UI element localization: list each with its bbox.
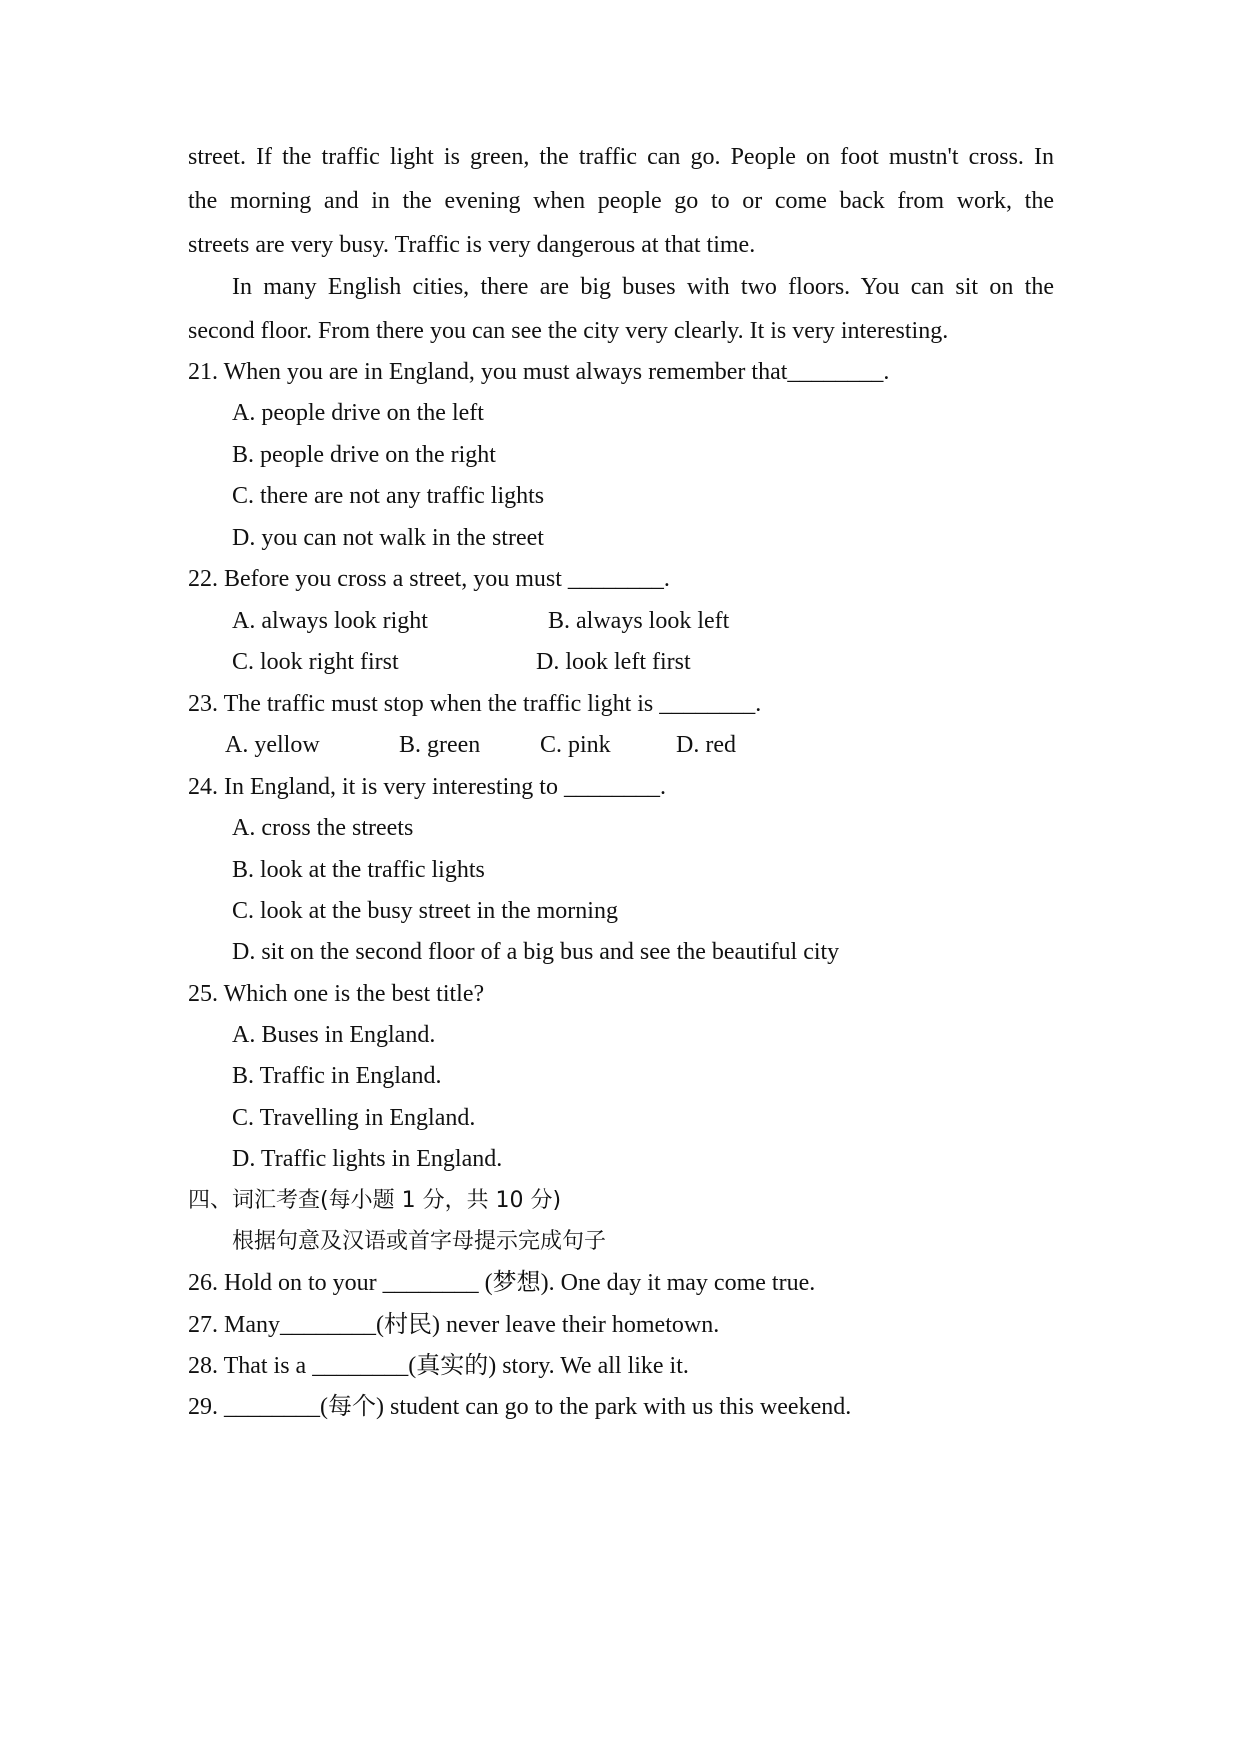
question-option: A. people drive on the left xyxy=(232,400,484,426)
question-option: A. cross the streets xyxy=(232,815,414,841)
fill-in-item: 26. Hold on to your ________ (梦想). One day it may come true. xyxy=(188,1270,816,1296)
passage-line: street. If the traffic light is green, the traffic can go. People on foot mustn't cross. In xyxy=(188,144,1054,170)
question-option: D. sit on the second floor of a big bus and see the beautiful city xyxy=(232,939,840,965)
question-option: A. yellow xyxy=(225,732,320,758)
question-option: B. Traffic in England. xyxy=(232,1063,442,1089)
question-stem: 24. In England, it is very interesting to ________. xyxy=(188,774,666,800)
question-option: C. look right first xyxy=(232,649,399,675)
question-option: A. always look right xyxy=(232,608,428,634)
question-option: A. Buses in England. xyxy=(232,1022,436,1048)
passage-line: second floor. From there you can see the city very clearly. It is very interesting. xyxy=(188,318,949,344)
question-stem: 25. Which one is the best title? xyxy=(188,981,485,1007)
question-option: D. red xyxy=(676,732,736,758)
passage-line: the morning and in the evening when people go to or come back from work, the xyxy=(188,188,1054,214)
passage-line: streets are very busy. Traffic is very dangerous at that time. xyxy=(188,232,756,258)
section-heading: 四、词汇考查(每小题 1 分，共 10 分) xyxy=(188,1188,562,1213)
question-option: C. there are not any traffic lights xyxy=(232,483,545,509)
question-stem: 23. The traffic must stop when the traffic light is ________. xyxy=(188,691,762,717)
question-option: B. people drive on the right xyxy=(232,442,496,468)
passage-line: In many English cities, there are big buses with two floors. You can sit on the xyxy=(232,274,1054,300)
question-option: C. pink xyxy=(540,732,611,758)
question-stem: 21. When you are in England, you must always remember that________. xyxy=(188,359,890,385)
fill-in-item: 28. That is a ________(真实的) story. We all like it. xyxy=(188,1353,689,1379)
question-option: C. look at the busy street in the morning xyxy=(232,898,618,924)
question-option: D. Traffic lights in England. xyxy=(232,1146,503,1172)
question-option: D. you can not walk in the street xyxy=(232,525,544,551)
fill-in-item: 29. ________(每个) student can go to the park with us this weekend. xyxy=(188,1394,852,1420)
question-stem: 22. Before you cross a street, you must ________. xyxy=(188,566,670,592)
question-option: B. always look left xyxy=(548,608,730,634)
question-option: C. Travelling in England. xyxy=(232,1105,476,1131)
fill-in-item: 27. Many________(村民) never leave their hometown. xyxy=(188,1312,720,1338)
question-option: B. look at the traffic lights xyxy=(232,857,485,883)
question-option: B. green xyxy=(399,732,481,758)
question-option: D. look left first xyxy=(536,649,691,675)
section-instruction: 根据句意及汉语或首字母提示完成句子 xyxy=(232,1229,607,1254)
